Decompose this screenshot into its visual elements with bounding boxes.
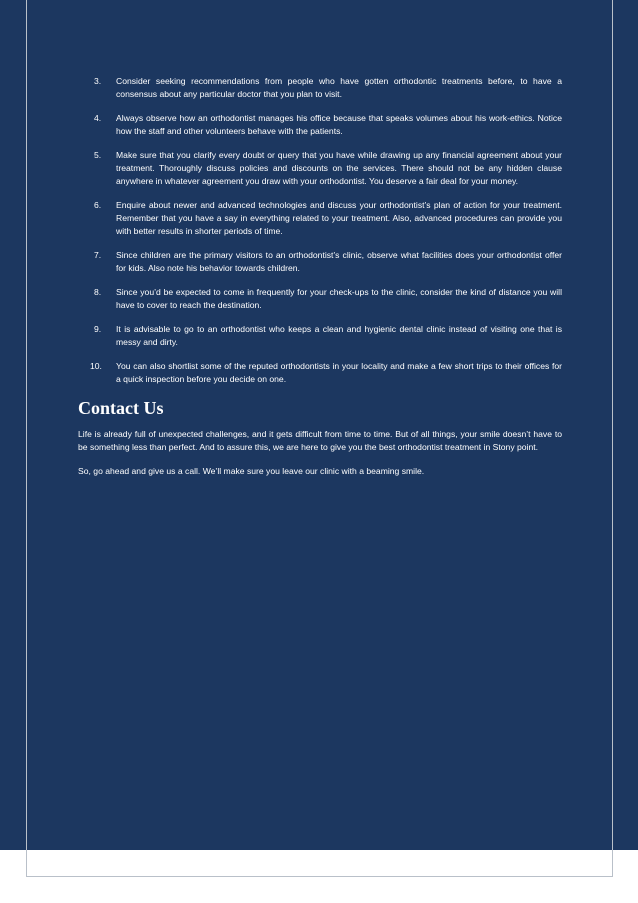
list-number: 8. [94,287,102,298]
list-item-text: You can also shortlist some of the reputed orthodontists in your locality and make a few short trips to their offices for a quick inspection before you decide on one. [116,361,562,385]
list-number: 10. [90,361,102,372]
list-number: 5. [94,150,102,161]
list-item-text: Always observe how an orthodontist manages his office because that speaks volumes about his work-ethics. Notice how the staff and other volunteers behave with the patients. [116,113,562,136]
list-item-text: Enquire about newer and advanced technologies and discuss your orthodontist’s plan of action for your treatment. Remember that you have a say in everything related to your treatment. Also, advanced procedures can provide you with better results in shorter periods of time. [116,200,562,236]
list-item [78,286,562,312]
contact-paragraph: Life is already full of unexpected challenges, and it gets difficult from time to time. But of all things, your smile doesn’t have to be something less than perfect. And to assure this, we are here to give you the best orthodontist treatment in Stony point. [78,428,562,452]
list-item [78,360,562,386]
page-frame-left [26,0,27,877]
list-item-text: It is advisable to go to an orthodontist who keeps a clean and hygienic dental clinic instead of visiting one that is messy and dirty. [116,324,562,347]
contact-paragraph-call: So, go ahead and give us a call. We’ll make sure you leave our clinic with a beaming smile. [78,466,425,477]
list-item-text: Make sure that you clarify every doubt or query that you have while drawing up any financial agreement about your treatment. Thoroughly discuss policies and discounts on the services. There should not be any hidden clause anywhere in whatever agreement you draw with your orthodontist. You deserve a fair deal for your money. [116,150,562,186]
document-content [78,75,562,490]
list-item [78,75,562,101]
page-frame-right [612,0,613,877]
list-item-text: Since you’d be expected to come in frequently for your check-ups to the clinic, consider the kind of distance you will have to cover to reach the destination. [116,287,562,310]
list-number: 6. [94,200,102,211]
list-item [78,199,562,237]
list-number: 3. [94,76,102,86]
list-item [78,249,562,275]
list-item-text: Consider seeking recommendations from people who have gotten orthodontic treatments before, to have a consensus about any particular doctor that you plan to visit. [116,76,562,99]
list-item [78,323,562,349]
list-item [78,112,562,138]
list-number: 9. [94,324,102,335]
list-item [78,149,562,187]
list-item-text: Since children are the primary visitors to an orthodontist’s clinic, observe what facilities does your orthodontist offer for kids. Also note his behavior towards children. [116,249,562,273]
page-frame-bottom [26,876,613,877]
contact-heading: Contact Us [78,397,164,418]
list-number: 7. [94,249,102,260]
tips-list [78,75,562,386]
list-number: 4. [94,113,102,124]
